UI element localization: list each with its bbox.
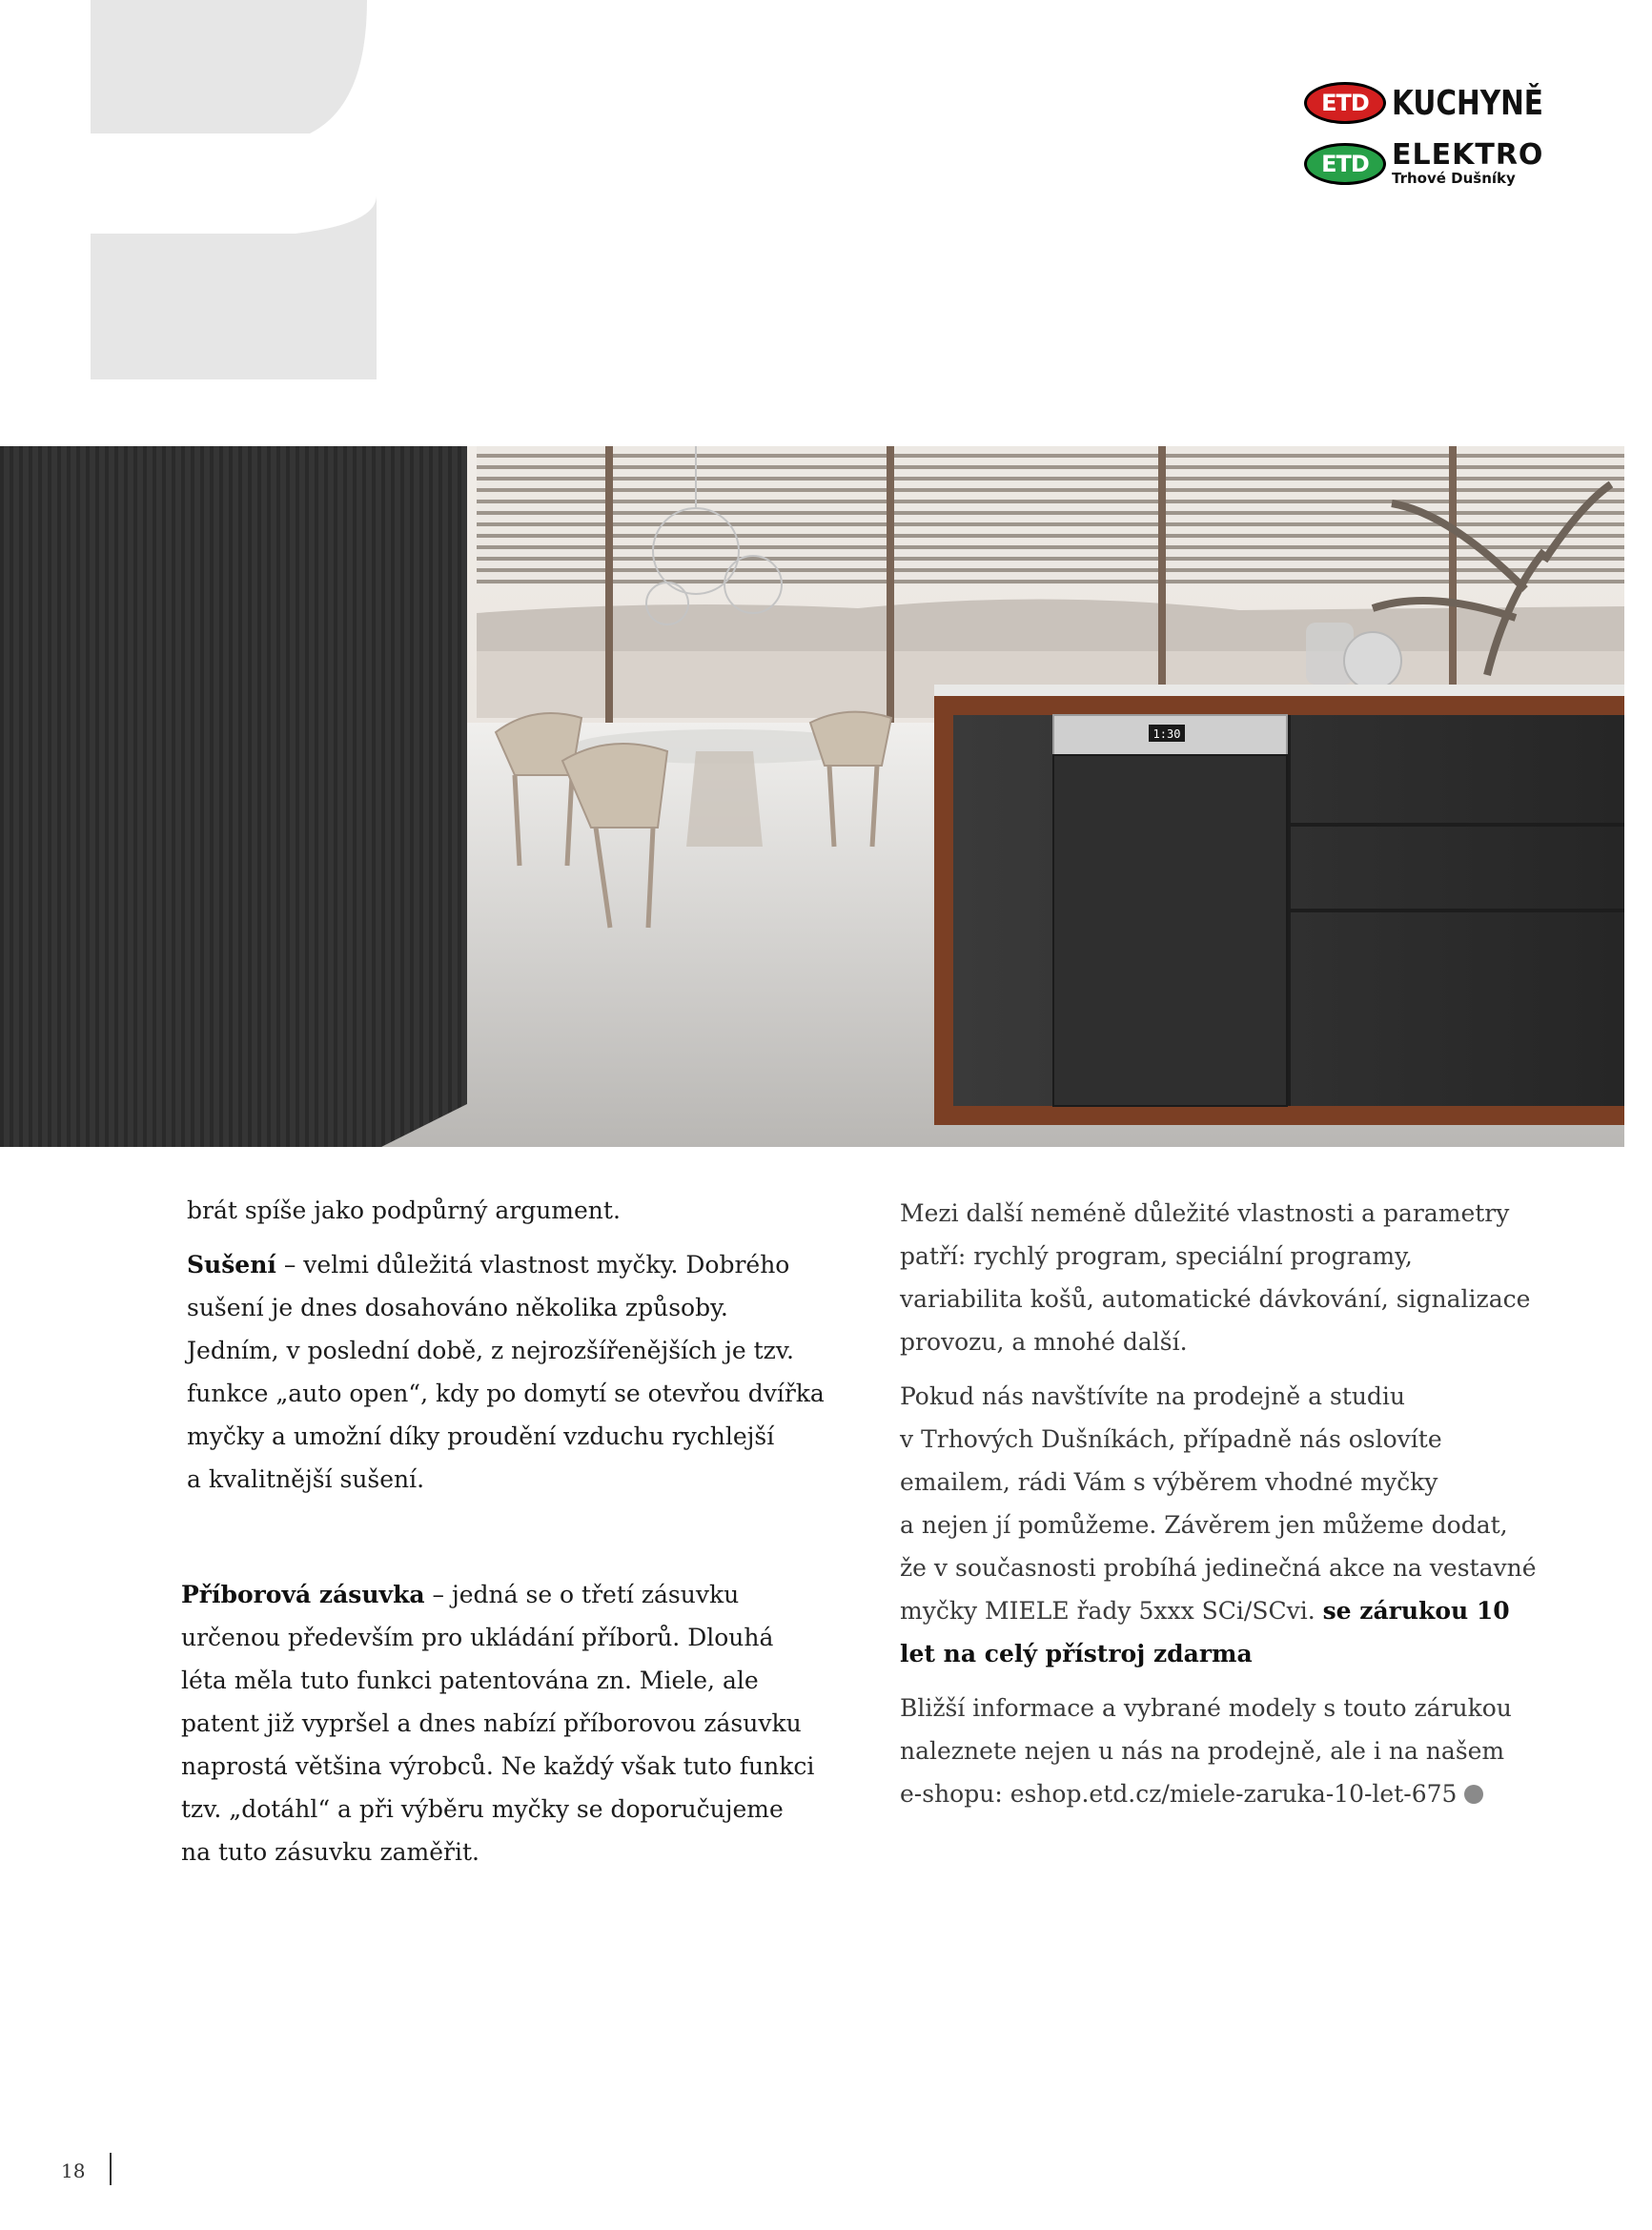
brand-logos bbox=[1304, 82, 1571, 196]
right-column bbox=[900, 1192, 1567, 1815]
drying-paragraph: Sušení – velmi důležitá vlastnost myčky. Dobrého sušení je dnes dosahováno několika způsoby. Jedním, v poslední době, z nejrozšířenějších je tzv. funkce „auto open“, kdy po domytí se otevřou dvířka myčky a umožní díky proudění vzduchu rychlejší a kvalitnější sušení. bbox=[187, 1251, 825, 1493]
kitchen-photo bbox=[0, 446, 1624, 1147]
cutlery-drawer-paragraph: Příborová zásuvka – jedná se o třetí zásuvku určenou především pro ukládání příborů. Dlouhá léta měla tuto funkci patentována zn. Miele, ale patent již vypršel a dnes nabízí příborovou zásuvku naprostá většina výrobců. Ne každý však tuto funkci tzv. „dotáhl“ a při výběru myčky se doporučujeme na tuto zásuvku zaměřit. bbox=[181, 1581, 815, 1866]
page-number-divider bbox=[110, 2153, 112, 2185]
cutlery-drawer-heading: Příborová zásuvka bbox=[181, 1581, 425, 1608]
warranty-highlight-a: se zárukou 10 bbox=[1322, 1597, 1510, 1625]
left-column-top bbox=[187, 1189, 854, 1501]
visit-us-paragraph: Pokud nás navštívíte na prodejně a studiu v Trhových Dušníkách, případně nás oslovíte emailem, rádi Vám s výběrem vhodné myčky a nejen jí pomůžeme. Závěrem jen můžeme dodat, že v současnosti probíhá jedinečná akce na vestavné myčky MIELE řady 5xxx SCi/SCvi. se zárukou 10 let na celý přístroj zdarma bbox=[900, 1382, 1537, 1667]
end-of-article-dot-icon bbox=[1464, 1785, 1483, 1804]
dishwasher-display: 1:30 bbox=[1152, 727, 1181, 741]
continued-paragraph: brát spíše jako podpůrný argument. bbox=[187, 1197, 621, 1224]
kuchyne-wordmark: KUCHYNĚ bbox=[1392, 83, 1543, 123]
etd-elektro-logo bbox=[1304, 138, 1544, 187]
etd-kuchyne-logo bbox=[1304, 82, 1577, 124]
eshop-link[interactable]: e-shopu: eshop.etd.cz/miele-zaruka-10-let-675 bbox=[900, 1780, 1458, 1808]
drying-heading: Sušení bbox=[187, 1251, 276, 1279]
elektro-location: Trhové Dušníky bbox=[1392, 170, 1516, 187]
etd-oval-red: ETD bbox=[1304, 82, 1386, 124]
page-number: 18 bbox=[61, 2159, 86, 2182]
other-features-paragraph: Mezi další neméně důležité vlastnosti a parametry patří: rychlý program, speciální programy, variabilita košů, automatické dávkování, signalizace provozu, a mnohé další. bbox=[900, 1199, 1531, 1356]
etd-oval-green: ETD bbox=[1304, 143, 1386, 185]
warranty-highlight-b: let na celý přístroj zdarma bbox=[900, 1640, 1253, 1667]
more-info-paragraph: Bližší informace a vybrané modely s touto zárukou naleznete nejen u nás na prodejně, ale i na našem e-shopu: eshop.etd.cz/miele-zaruka-10-let-675 bbox=[900, 1694, 1512, 1808]
left-column-bottom bbox=[181, 1573, 848, 1873]
decorative-numeral-shape bbox=[91, 0, 377, 379]
elektro-wordmark: ELEKTRO bbox=[1392, 138, 1544, 172]
